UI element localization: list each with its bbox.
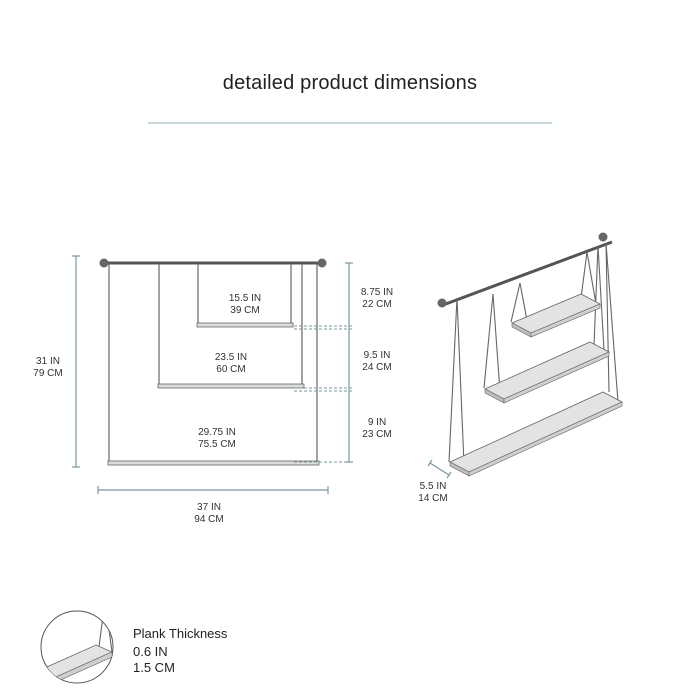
total-width-in: 37 IN [197,502,221,513]
shelf-bottom-width-in: 29.75 IN [198,427,236,438]
depth-in: 5.5 IN [419,481,447,492]
front-view [72,256,353,494]
total-width-cm: 94 CM [194,514,224,525]
gap-bottom-cm: 23 CM [362,429,392,440]
gap-middle-cm: 24 CM [362,362,392,373]
plank-thickness-label: Plank Thickness [133,626,228,641]
plank-thickness-legend [133,626,228,675]
gap-top-in: 8.75 IN [360,287,394,298]
front-rod-end-left [100,259,109,268]
perspective-shelf-bottom [450,392,622,476]
plank-thickness-in: 0.6 IN [133,644,168,659]
shelf-middle-width-cm: 60 CM [216,364,246,375]
shelf-top-width-in: 15.5 IN [228,293,262,304]
perspective-shelf-top [512,294,600,337]
depth-dimension-line [428,460,451,478]
perspective-rod-end-right [599,233,608,242]
plank-thickness-detail [40,600,113,683]
front-shelf-middle [158,384,304,388]
depth-cm: 14 CM [418,493,448,504]
shelf-bottom-width-cm: 75.5 CM [198,439,236,450]
total-height-cm: 79 CM [33,368,63,379]
height-dimension-line [72,256,80,467]
perspective-labels [418,481,447,504]
gap-scale [345,263,353,462]
front-extension-lines [294,326,352,462]
perspective-view [428,233,622,479]
front-rod-end-right [318,259,327,268]
width-dimension-line [98,486,328,494]
gap-middle-in: 9.5 IN [363,350,391,361]
shelf-top-width-cm: 39 CM [230,305,260,316]
front-shelf-bottom [108,461,319,465]
gap-top-cm: 22 CM [362,299,392,310]
perspective-rod [443,242,612,305]
total-height-in: 31 IN [36,356,60,367]
gap-bottom-in: 9 IN [367,417,387,428]
plank-thickness-cm: 1.5 CM [133,660,175,675]
perspective-shelf-middle [485,342,609,403]
perspective-rod-end-left [438,299,447,308]
front-shelf-top [197,323,293,327]
shelf-middle-width-in: 23.5 IN [214,352,248,363]
page-title: detailed product dimensions [222,72,478,94]
